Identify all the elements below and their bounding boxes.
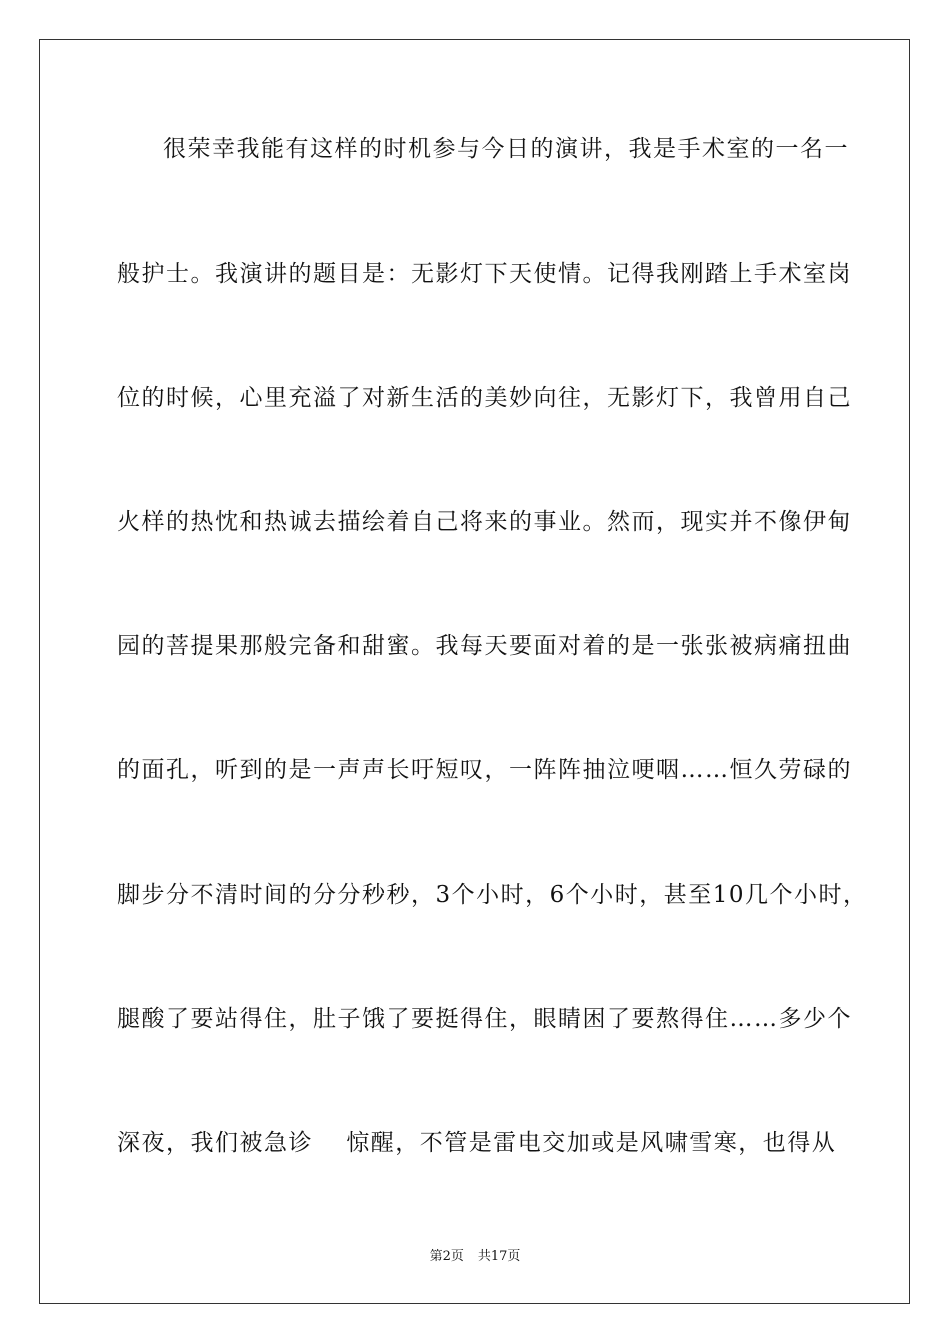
text-line: 深夜，我们被急诊 惊醒，不管是雷电交加或是风啸雪寒，也得从: [117, 1130, 837, 1156]
text-line: 般护士。我演讲的题目是：无影灯下天使情。记得我刚踏上手术室岗: [117, 261, 852, 287]
text-line: 位的时候，心里充溢了对新生活的美妙向往，无影灯下，我曾用自己: [117, 385, 852, 411]
page-number: 第2页: [429, 1249, 464, 1264]
page-footer: [0, 1248, 950, 1266]
page-total: 共17页: [477, 1249, 521, 1264]
page-border: [39, 39, 910, 1304]
text-line: 的面孔，听到的是一声声长吁短叹，一阵阵抽泣哽咽……恒久劳碌的: [117, 757, 852, 783]
text-line: 脚步分不清时间的分分秒秒，3个小时，6个小时，甚至10几个小时，: [117, 882, 868, 908]
text-line: 腿酸了要站得住，肚子饿了要挺得住，眼睛困了要熬得住……多少个: [117, 1006, 852, 1032]
text-line: 很荣幸我能有这样的时机参与今日的演讲，我是手术室的一名一: [163, 136, 849, 162]
text-line: 火样的热忱和热诚去描绘着自己将来的事业。然而，现实并不像伊甸: [117, 509, 852, 535]
text-line: 园的菩提果那般完备和甜蜜。我每天要面对着的是一张张被病痛扭曲: [117, 633, 852, 659]
